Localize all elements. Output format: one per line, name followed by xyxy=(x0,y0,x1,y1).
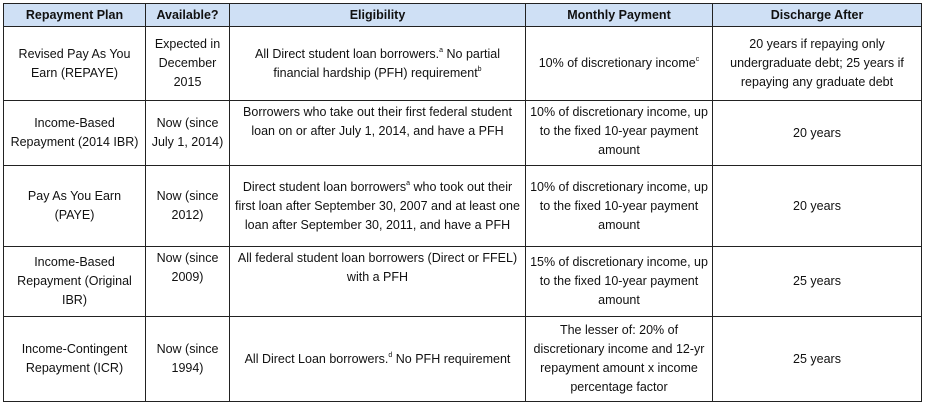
footnote-marker: a xyxy=(439,46,444,54)
footnote-marker: c xyxy=(695,56,700,63)
plan-name-cell: Income-Based Repayment (2014 IBR) xyxy=(4,101,146,166)
monthly-payment-cell: The lesser of: 20% of discretionary income and 12-yr repayment amount x income percentage factor xyxy=(526,317,713,402)
available-cell: Now (since 2012) xyxy=(146,166,230,247)
discharge-cell: 20 years if repaying only undergraduate debt; 25 years if repaying any graduate debt xyxy=(713,27,922,101)
available-cell: Expected in December 2015 xyxy=(146,27,230,101)
plan-name-cell: Income-Based Repayment (Original IBR) xyxy=(4,247,146,317)
footnote-marker: b xyxy=(477,65,482,73)
table-row xyxy=(4,317,922,402)
monthly-payment-cell: 10% of discretionary income, up to the fixed 10-year payment amount xyxy=(526,101,713,166)
plan-name-cell: Pay As You Earn (PAYE) xyxy=(4,166,146,247)
header-discharge-after: Discharge After xyxy=(713,4,922,27)
eligibility-text: All Direct student loan borrowers. xyxy=(255,46,440,61)
eligibility-text-continued: No partial financial hardship (PFH) requirement xyxy=(273,46,500,80)
eligibility-cell xyxy=(230,317,526,402)
header-eligibility: Eligibility xyxy=(230,4,526,27)
monthly-payment-cell: 15% of discretionary income, up to the fixed 10-year payment amount xyxy=(526,247,713,317)
footnote-marker: a xyxy=(406,179,411,187)
available-cell: Now (since 2009) xyxy=(146,247,230,317)
monthly-payment-cell: 10% of discretionary income, up to the fixed 10-year payment amount xyxy=(526,166,713,247)
discharge-cell: 20 years xyxy=(713,166,922,247)
eligibility-text-continued: who took out their first loan after September 30, 2007 and at least one loan after September 30, 2011, and have a PFH xyxy=(235,179,520,232)
available-cell: Now (since July 1, 2014) xyxy=(146,101,230,166)
table-row xyxy=(4,27,922,101)
table-row xyxy=(4,247,922,317)
eligibility-cell xyxy=(230,27,526,101)
table-row xyxy=(4,101,922,166)
repayment-plans-table xyxy=(3,3,922,402)
discharge-cell: 20 years xyxy=(713,101,922,166)
footnote-marker: d xyxy=(388,351,393,359)
eligibility-text: Direct student loan borrowers xyxy=(242,179,407,194)
available-cell: Now (since 1994) xyxy=(146,317,230,402)
discharge-cell: 25 years xyxy=(713,247,922,317)
eligibility-text: All Direct Loan borrowers. xyxy=(244,351,389,366)
header-row xyxy=(4,4,922,27)
discharge-cell: 25 years xyxy=(713,317,922,402)
eligibility-cell: All federal student loan borrowers (Direct or FFEL) with a PFH xyxy=(230,247,526,317)
header-available: Available? xyxy=(146,4,230,27)
table-row xyxy=(4,166,922,247)
plan-name-cell: Income-Contingent Repayment (ICR) xyxy=(4,317,146,402)
eligibility-text-continued: No PFH requirement xyxy=(392,351,511,366)
eligibility-cell: Borrowers who take out their first federal student loan on or after July 1, 2014, and have a PFH xyxy=(230,101,526,166)
header-repayment-plan: Repayment Plan xyxy=(4,4,146,27)
eligibility-cell xyxy=(230,166,526,247)
monthly-payment-cell xyxy=(526,27,713,101)
monthly-payment-text: 10% of discretionary income xyxy=(538,56,696,70)
plan-name-cell: Revised Pay As You Earn (REPAYE) xyxy=(4,27,146,101)
header-monthly-payment: Monthly Payment xyxy=(526,4,713,27)
